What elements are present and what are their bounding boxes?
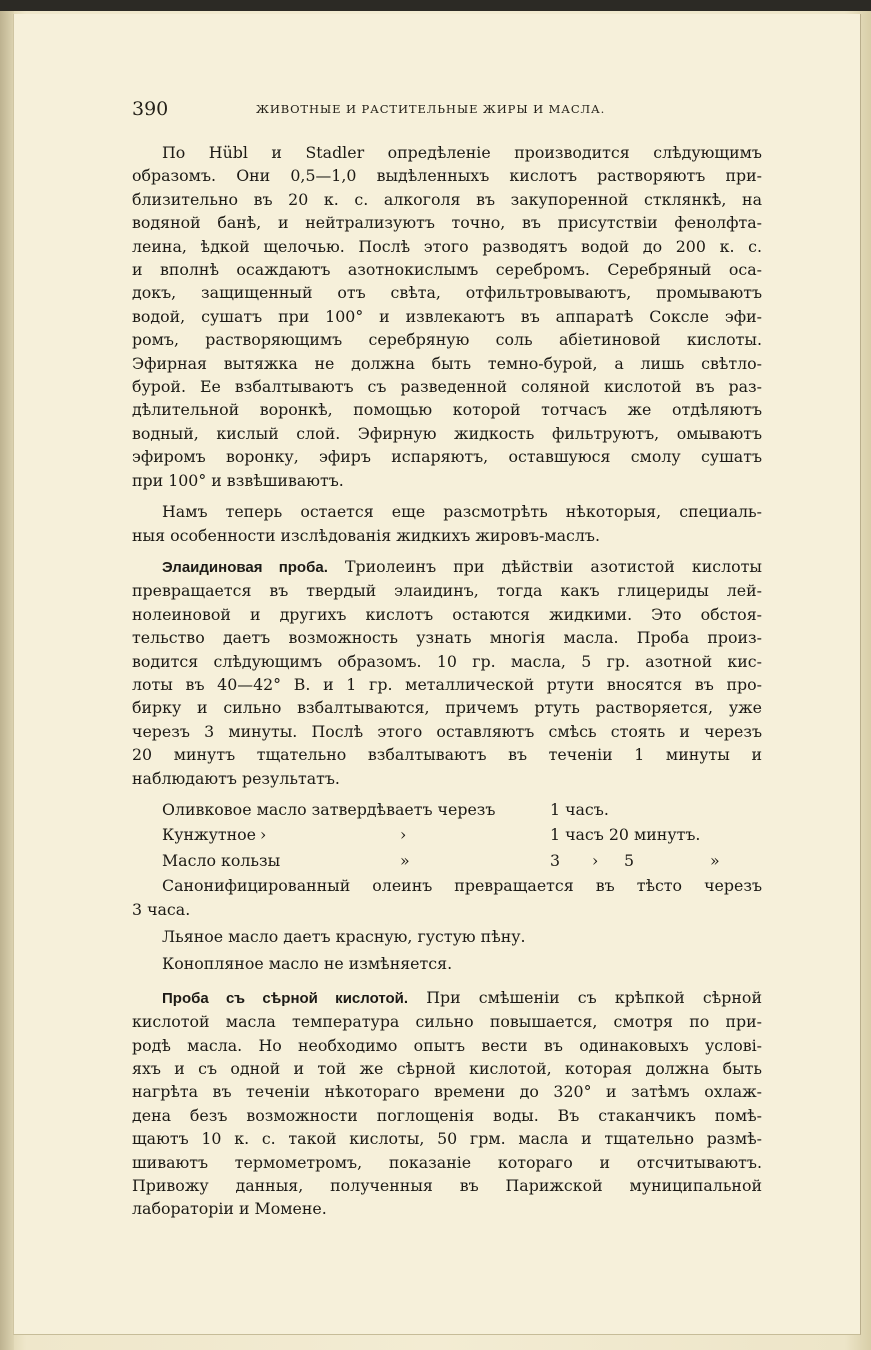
- text-line: водой, сушатъ при 100° и извлекаютъ въ аппаратѣ Сокслe эфи-: [132, 306, 762, 326]
- text-line: водяной банѣ, и нейтрализуютъ точно, въ присутствіи фенолфта-: [132, 213, 762, 233]
- running-title: ЖИВОТНЫЕ И РАСТИТЕЛЬНЫЕ ЖИРЫ И МАСЛА.: [256, 102, 606, 116]
- page-body: [132, 141, 762, 1221]
- result-saponified: [132, 874, 762, 921]
- paragraph-elaidin-test: [132, 555, 762, 790]
- result-row-colza: [132, 849, 762, 872]
- set-time: 1 часъ 20 минутъ.: [550, 825, 701, 845]
- text-line: лоты въ 40—42° В. и 1 гр. металлической ртути вносятся въ про-: [132, 674, 762, 694]
- text-line: леина, ѣдкой щелочью. Послѣ этого разводятъ водой до 200 к. с.: [132, 236, 762, 256]
- text-line: дѣлительной воронкѣ, помощью которой тотчасъ же отдѣляютъ: [132, 400, 762, 420]
- text-line: Санонифицированный олеинъ превращается въ тѣсто черезъ: [162, 876, 762, 896]
- paragraph-sulfuric-test: [132, 986, 762, 1221]
- text-line: 20 минутъ тщательно взбалтываютъ въ теченіи 1 минуты и: [132, 745, 762, 765]
- text-line: бирку и сильно взбалтываются, причемъ ртуть растворяется, уже: [132, 698, 762, 718]
- text-line: родѣ масла. Но необходимо опытъ вести въ одинаковыхъ услові-: [132, 1035, 762, 1055]
- text-line: наблюдаютъ результатъ.: [132, 768, 340, 788]
- text-line: превращается въ твердый элаидинъ, тогда какъ глицериды лей-: [132, 581, 762, 601]
- text-line: тельство даетъ возможность узнать многія масла. Проба произ-: [132, 628, 762, 648]
- paragraph-intro-oils: [132, 500, 762, 547]
- text-line: Намъ теперь остается еще разсмотрѣть нѣкоторыя, специаль-: [162, 502, 762, 522]
- oil-name: Масло кользы: [162, 850, 281, 870]
- ditto-mark: ›: [400, 825, 407, 845]
- oil-name: Оливковое масло затвердѣваетъ черезъ: [162, 799, 496, 819]
- text-line: образомъ. Они 0,5—1,0 выдѣленныхъ кислотъ растворяютъ при-: [132, 166, 762, 186]
- section-heading-sulfuric: Проба съ сѣрной кислотой.: [162, 989, 409, 1007]
- text-line: яхъ и съ одной и той же сѣрной кислотой, которая должна быть: [132, 1058, 762, 1078]
- text-line: Проба съ сѣрной кислотой. При смѣшеніи съ крѣпкой сѣрной: [162, 987, 762, 1007]
- result-row-olive: [132, 798, 762, 821]
- page-number: 390: [132, 98, 169, 120]
- text-line: близительно въ 20 к. с. алкоголя въ закупоренной стклянкѣ, на: [132, 189, 762, 209]
- text-line: эфиромъ воронку, эфиръ испаряютъ, оставшуюся смолу сушатъ: [132, 447, 762, 467]
- section-heading-elaidin: Элаидиновая проба.: [162, 558, 328, 576]
- ditto-mark: ›: [260, 825, 267, 845]
- text-line: шиваютъ термометромъ, показаніе котораго и отсчитываютъ.: [132, 1152, 762, 1172]
- text-line: при 100° и взвѣшиваютъ.: [132, 470, 344, 490]
- text-line: водный, кислый слой. Эфирную жидкость фильтруютъ, омываютъ: [132, 423, 762, 443]
- ditto-mark: ›: [592, 850, 599, 870]
- text-line: и вполнѣ осаждаютъ азотнокислымъ серебромъ. Серебряный оса-: [132, 260, 762, 280]
- ditto-mark: »: [710, 850, 720, 870]
- text-line: кислотой масла температура сильно повышается, смотря по при-: [132, 1012, 762, 1032]
- scan-top-edge: [0, 0, 871, 11]
- text-line: Эфирная вытяжка не должна быть темно-бурой, а лишь свѣтло-: [132, 353, 762, 373]
- text-line: нагрѣта въ теченіи нѣкотораго времени до 320° и затѣмъ охлаж-: [132, 1082, 762, 1102]
- result-row-sesame: [132, 823, 762, 846]
- oil-name: Кунжутное: [162, 825, 257, 845]
- ditto-mark: »: [400, 850, 410, 870]
- text-line: дена безъ возможности поглощенія воды. Въ стаканчикъ помѣ-: [132, 1105, 762, 1125]
- result-linseed: Льяное масло даетъ красную, густую пѣну.: [162, 926, 526, 946]
- text-line: черезъ 3 минуты. Послѣ этого оставляютъ смѣсь стоять и черезъ: [132, 721, 762, 741]
- page-header: [132, 98, 762, 124]
- text-line: Элаидиновая проба. Триолеинъ при дѣйствіи азотистой кислоты: [162, 556, 762, 576]
- scan-left-edge: [0, 11, 14, 1350]
- text-line: нолеиновой и другихъ кислотъ остаются жидкими. Это обстоя-: [132, 604, 762, 624]
- text-line: 3 часа.: [132, 899, 191, 919]
- text-line: лабораторіи и Момене.: [132, 1199, 327, 1219]
- text-line: щаютъ 10 к. с. такой кислоты, 50 грм. масла и тщательно размѣ-: [132, 1129, 762, 1149]
- text-line: ромъ, растворяющимъ серебряную соль абіетиновой кислоты.: [132, 330, 762, 350]
- text-line: Привожу данныя, полученныя въ Парижской муниципальной: [132, 1176, 762, 1196]
- text-line: бурой. Ее взбалтываютъ съ разведенной соляной кислотой въ раз-: [132, 377, 762, 397]
- text-line: докъ, защищенный отъ свѣта, отфильтровываютъ, промываютъ: [132, 283, 762, 303]
- results-list: [132, 798, 762, 976]
- set-time: 1 часъ.: [550, 799, 609, 819]
- text-line: ныя особенности изслѣдованія жидкихъ жировъ-маслъ.: [132, 525, 600, 545]
- minutes-value: 5: [624, 850, 635, 870]
- result-hemp: Конопляное масло не измѣняется.: [162, 954, 453, 974]
- paragraph-hubl-stadler: [132, 141, 762, 492]
- text-line: По Hübl и Stadler опредѣленіе производится слѣдующимъ: [162, 143, 762, 162]
- hours-value: 3: [550, 850, 561, 870]
- text-line: водится слѣдующимъ образомъ. 10 гр. масла, 5 гр. азотной кис-: [132, 651, 762, 671]
